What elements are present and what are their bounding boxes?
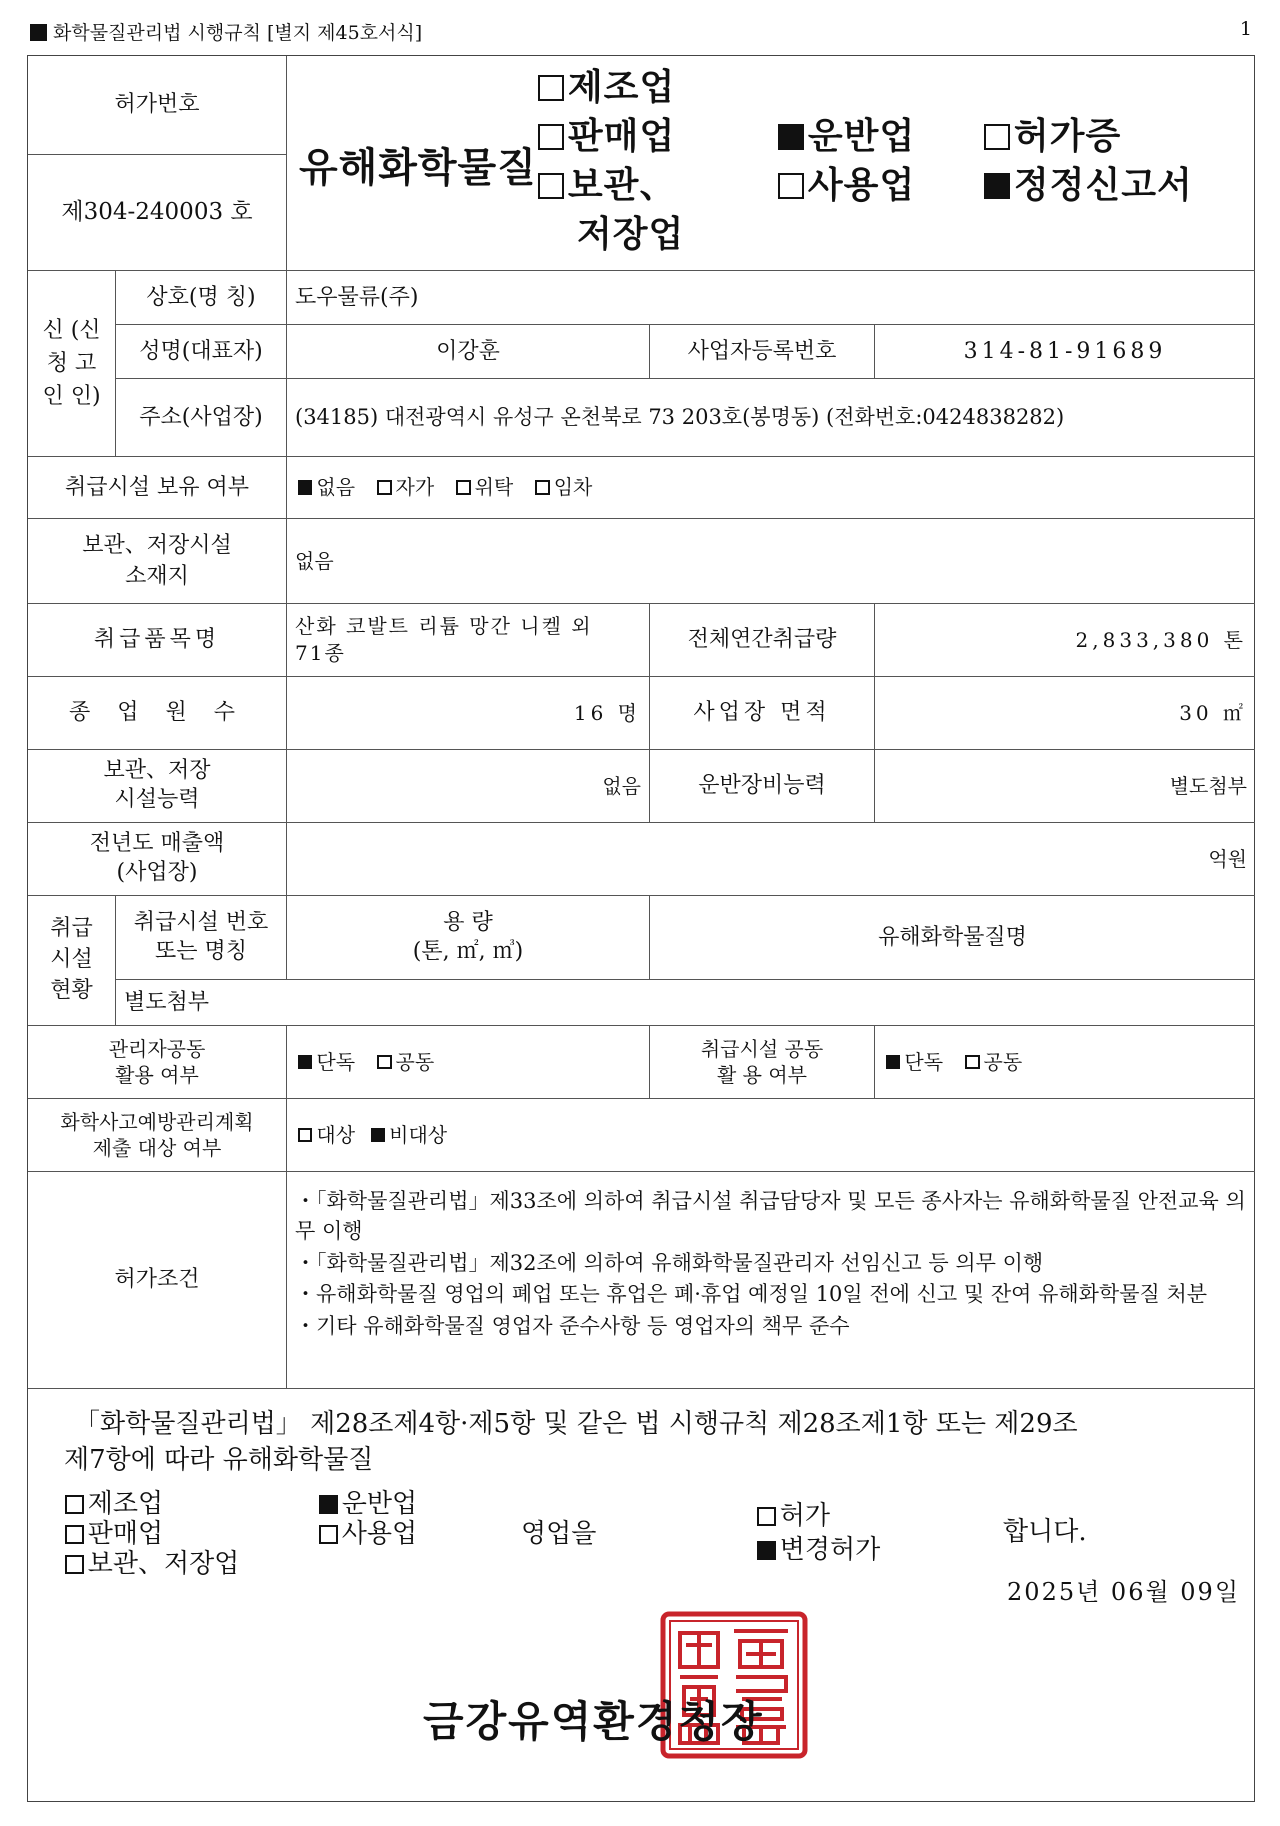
checkbox-option: 보관、 — [535, 160, 676, 211]
unchecked-box-icon — [65, 1525, 84, 1544]
capacity-label: 보관、저장 시설능력 — [28, 750, 287, 823]
unchecked-box-icon — [319, 1525, 338, 1544]
capacity: 없음 — [287, 750, 650, 823]
business-no-label: 사업자등록번호 — [650, 325, 875, 379]
checkbox-option: 사용업 — [316, 1513, 417, 1550]
checked-box-icon — [778, 124, 804, 150]
facility-joint-options: 단독 공동 — [875, 1026, 1255, 1099]
checkbox-option: 판매업 — [535, 111, 675, 162]
checkbox-option: 제조업 — [535, 62, 675, 113]
manager-joint-label: 관리자공동 활용 여부 — [28, 1026, 287, 1099]
manager-joint-options: 단독 공동 — [287, 1026, 650, 1099]
checkbox-option: 판매업 — [62, 1513, 163, 1550]
page-number: 1 — [1239, 18, 1252, 40]
permit-form — [27, 55, 1255, 1802]
condition-line: ・「화학물질관리법」제33조에 의하여 취급시설 취급담당자 및 모든 종사자는 유해화학물질 안전교육 의무 이행 — [295, 1189, 1246, 1244]
unchecked-box-icon — [757, 1507, 776, 1526]
storage-location-label: 보관、저장시설 소재지 — [28, 519, 287, 604]
items: 산화 코발트 리튬 망간 니켈 외 71종 — [287, 604, 650, 677]
permit-no-label: 허가번호 — [28, 56, 287, 155]
status-col-facility: 취급시설 번호 또는 명칭 — [116, 896, 287, 980]
checkbox-option: 정정신고서 — [981, 160, 1193, 211]
checkbox-option: 허가 — [754, 1495, 830, 1532]
checked-box-icon — [371, 1128, 385, 1142]
statement-line2: 제7항에 따라 유해화학물질 — [64, 1445, 374, 1475]
statement-business: 영업을 — [521, 1519, 597, 1549]
statement-line1: 「화학물질관리법」 제28조제4항·제5항 및 같은 법 시행규칙 제28조제1항 또는 제29조 — [74, 1409, 1078, 1439]
representative-label: 성명(대표자) — [116, 325, 287, 379]
conditions-label: 허가조건 — [28, 1172, 287, 1389]
business-no: 314-81-91689 — [875, 325, 1255, 379]
facility-joint-label: 취급시설 공동 활 용 여부 — [650, 1026, 875, 1099]
unchecked-box-icon — [778, 173, 804, 199]
checkbox-option: 제조업 — [62, 1483, 163, 1520]
checkbox-option: 저장업 — [577, 213, 685, 255]
checked-box-icon — [298, 480, 312, 494]
area: 30 ㎡ — [875, 677, 1255, 750]
unchecked-box-icon — [377, 1055, 391, 1069]
area-label: 사업장 면적 — [650, 677, 875, 750]
checkbox-option: 허가증 — [981, 111, 1121, 162]
address: (34185) 대전광역시 유성구 온천북로 73 203호(봉명동) (전화번호:0424838282) — [287, 379, 1255, 457]
sales-label: 전년도 매출액 (사업장) — [28, 823, 287, 896]
black-square-icon — [30, 24, 47, 41]
address-label: 주소(사업장) — [116, 379, 287, 457]
representative-name: 이강훈 — [287, 325, 650, 379]
checkbox-option: 보관、저장업 — [62, 1543, 239, 1580]
unchecked-box-icon — [298, 1128, 312, 1142]
permit-no-value: 제304-240003 호 — [28, 155, 287, 271]
permit-title: 유해화학물질 — [299, 144, 537, 191]
checkbox-option: 운반업 — [775, 111, 915, 162]
unchecked-box-icon — [538, 173, 564, 199]
conditions-list — [287, 1172, 1255, 1389]
sales: 억원 — [287, 823, 1255, 896]
company-name: 도우물류(주) — [287, 271, 1255, 325]
status-col-chemical: 유해화학물질명 — [650, 896, 1255, 980]
checked-box-icon — [298, 1055, 312, 1069]
checkbox-option: 운반업 — [316, 1483, 417, 1520]
unchecked-box-icon — [984, 124, 1010, 150]
checkbox-option: 변경허가 — [754, 1529, 880, 1566]
company-label: 상호(명 칭) — [116, 271, 287, 325]
items-label: 취급품목명 — [28, 604, 287, 677]
statement-closing: 합니다. — [1003, 1517, 1087, 1547]
status-col-capacity: 용 량 (톤, ㎡, ㎥) — [287, 896, 650, 980]
unchecked-box-icon — [456, 480, 470, 494]
equipment: 별도첨부 — [875, 750, 1255, 823]
checked-box-icon — [984, 173, 1010, 199]
annual-amount-label: 전체연간취급량 — [650, 604, 875, 677]
storage-location: 없음 — [287, 519, 1255, 604]
facility-own-label: 취급시설 보유 여부 — [28, 457, 287, 519]
staff-count: 16 명 — [287, 677, 650, 750]
form-reference: 화학물질관리법 시행규칙 [별지 제45호서식] 1 — [30, 18, 1252, 44]
unchecked-box-icon — [535, 480, 549, 494]
unchecked-box-icon — [538, 75, 564, 101]
checkbox-option: 사용업 — [775, 160, 915, 211]
checked-box-icon — [886, 1055, 900, 1069]
accident-plan-label: 화학사고예방관리계획 제출 대상 여부 — [28, 1099, 287, 1172]
issue-date: 2025년 06월 09일 — [1007, 1578, 1240, 1606]
equipment-label: 운반장비능력 — [650, 750, 875, 823]
unchecked-box-icon — [65, 1495, 84, 1514]
issuer-name: 금강유역환경청장 — [423, 1697, 764, 1746]
unchecked-box-icon — [965, 1055, 979, 1069]
condition-line: ・유해화학물질 영업의 폐업 또는 휴업은 폐·휴업 예정일 10일 전에 신고 및 잔여 유해화학물질 처분 — [295, 1282, 1208, 1307]
checked-box-icon — [757, 1541, 776, 1560]
statement-block — [28, 1389, 1254, 1801]
staff-label: 종 업 원 수 — [28, 677, 287, 750]
unchecked-box-icon — [377, 480, 391, 494]
condition-line: ・기타 유해화학물질 영업자 준수사항 등 영업자의 책무 준수 — [295, 1313, 850, 1338]
unchecked-box-icon — [65, 1555, 84, 1574]
checked-box-icon — [319, 1495, 338, 1514]
facility-own-options: 없음 자가 위탁 임차 — [287, 457, 1255, 519]
accident-plan-options: 대상 비대상 — [287, 1099, 1255, 1172]
status-note: 별도첨부 — [116, 980, 1255, 1026]
unchecked-box-icon — [538, 124, 564, 150]
status-label: 취급 시설 현황 — [28, 896, 116, 1026]
permit-title-block — [287, 56, 1255, 271]
applicant-label: 신 (신 청 고 인 인) — [28, 271, 116, 457]
condition-line: ・「화학물질관리법」제32조에 의하여 유해화학물질관리자 선임신고 등 의무 이행 — [295, 1250, 1044, 1275]
annual-amount: 2,833,380 톤 — [875, 604, 1255, 677]
